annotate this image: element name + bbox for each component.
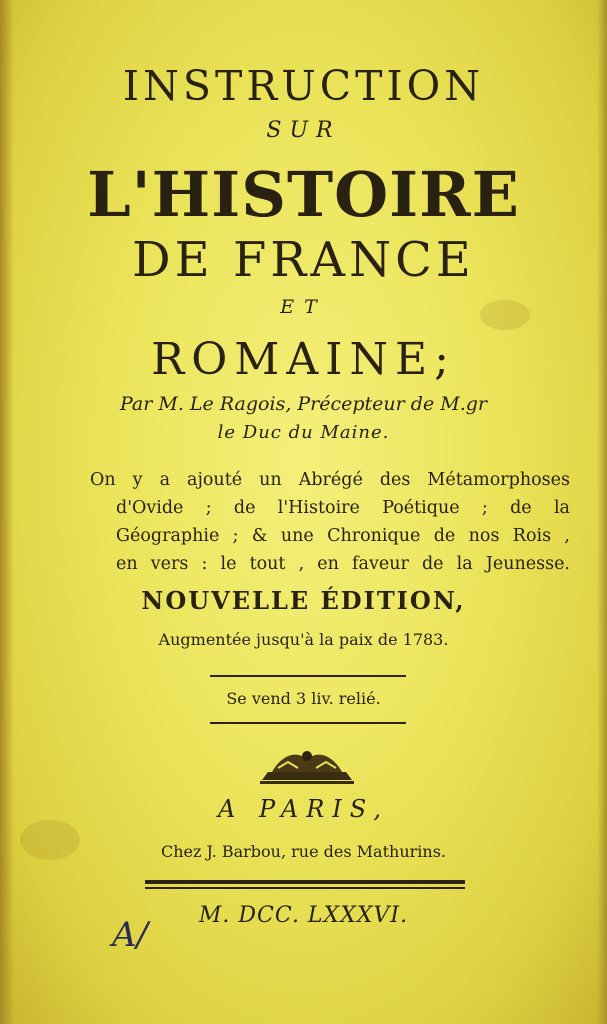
edition-heading: NOUVELLE ÉDITION, — [141, 586, 466, 615]
imprint-date: M. DCC. LXXXVI. — [198, 903, 409, 928]
imprint-rule-thick — [145, 880, 465, 884]
author-line-1: Par M. Le Ragois, Précepteur de M.gr — [120, 393, 487, 415]
description-line: Géographie ; & une Chronique de nos Rois , — [116, 526, 570, 546]
title-et: ET — [280, 296, 327, 318]
title-sur: SUR — [266, 118, 341, 143]
imprint-place: A PARIS, — [217, 795, 389, 823]
title-romaine: ROMAINE; — [151, 334, 456, 385]
price-rule-top — [210, 675, 406, 677]
description-line: d'Ovide ; de l'Histoire Poétique ; de la — [116, 498, 570, 518]
price-note: Se vend 3 liv. relié. — [226, 689, 381, 708]
price-rule-bottom — [210, 722, 406, 724]
page-edge-right — [597, 0, 607, 1024]
imprint-publisher: Chez J. Barbou, rue des Mathurins. — [160, 842, 446, 861]
title-instruction: INSTRUCTION — [122, 62, 485, 110]
printer-ornament-icon — [258, 742, 356, 786]
description-line: en vers : le tout , en faveur de la Jeunesse. — [116, 554, 570, 574]
title-histoire: L'HISTOIRE — [87, 158, 520, 231]
page-edge-left — [0, 0, 14, 1024]
author-line-2: le Duc du Maine. — [217, 422, 390, 443]
imprint-rule-thin — [145, 887, 465, 889]
title-de-france: DE FRANCE — [132, 232, 475, 288]
augmentation-note: Augmentée jusqu'à la paix de 1783. — [158, 630, 449, 649]
description-paragraph — [90, 466, 570, 578]
description-line: On y a ajouté un Abrégé des Métamorphoses — [90, 470, 570, 490]
handwritten-mark: A/ — [112, 915, 149, 955]
